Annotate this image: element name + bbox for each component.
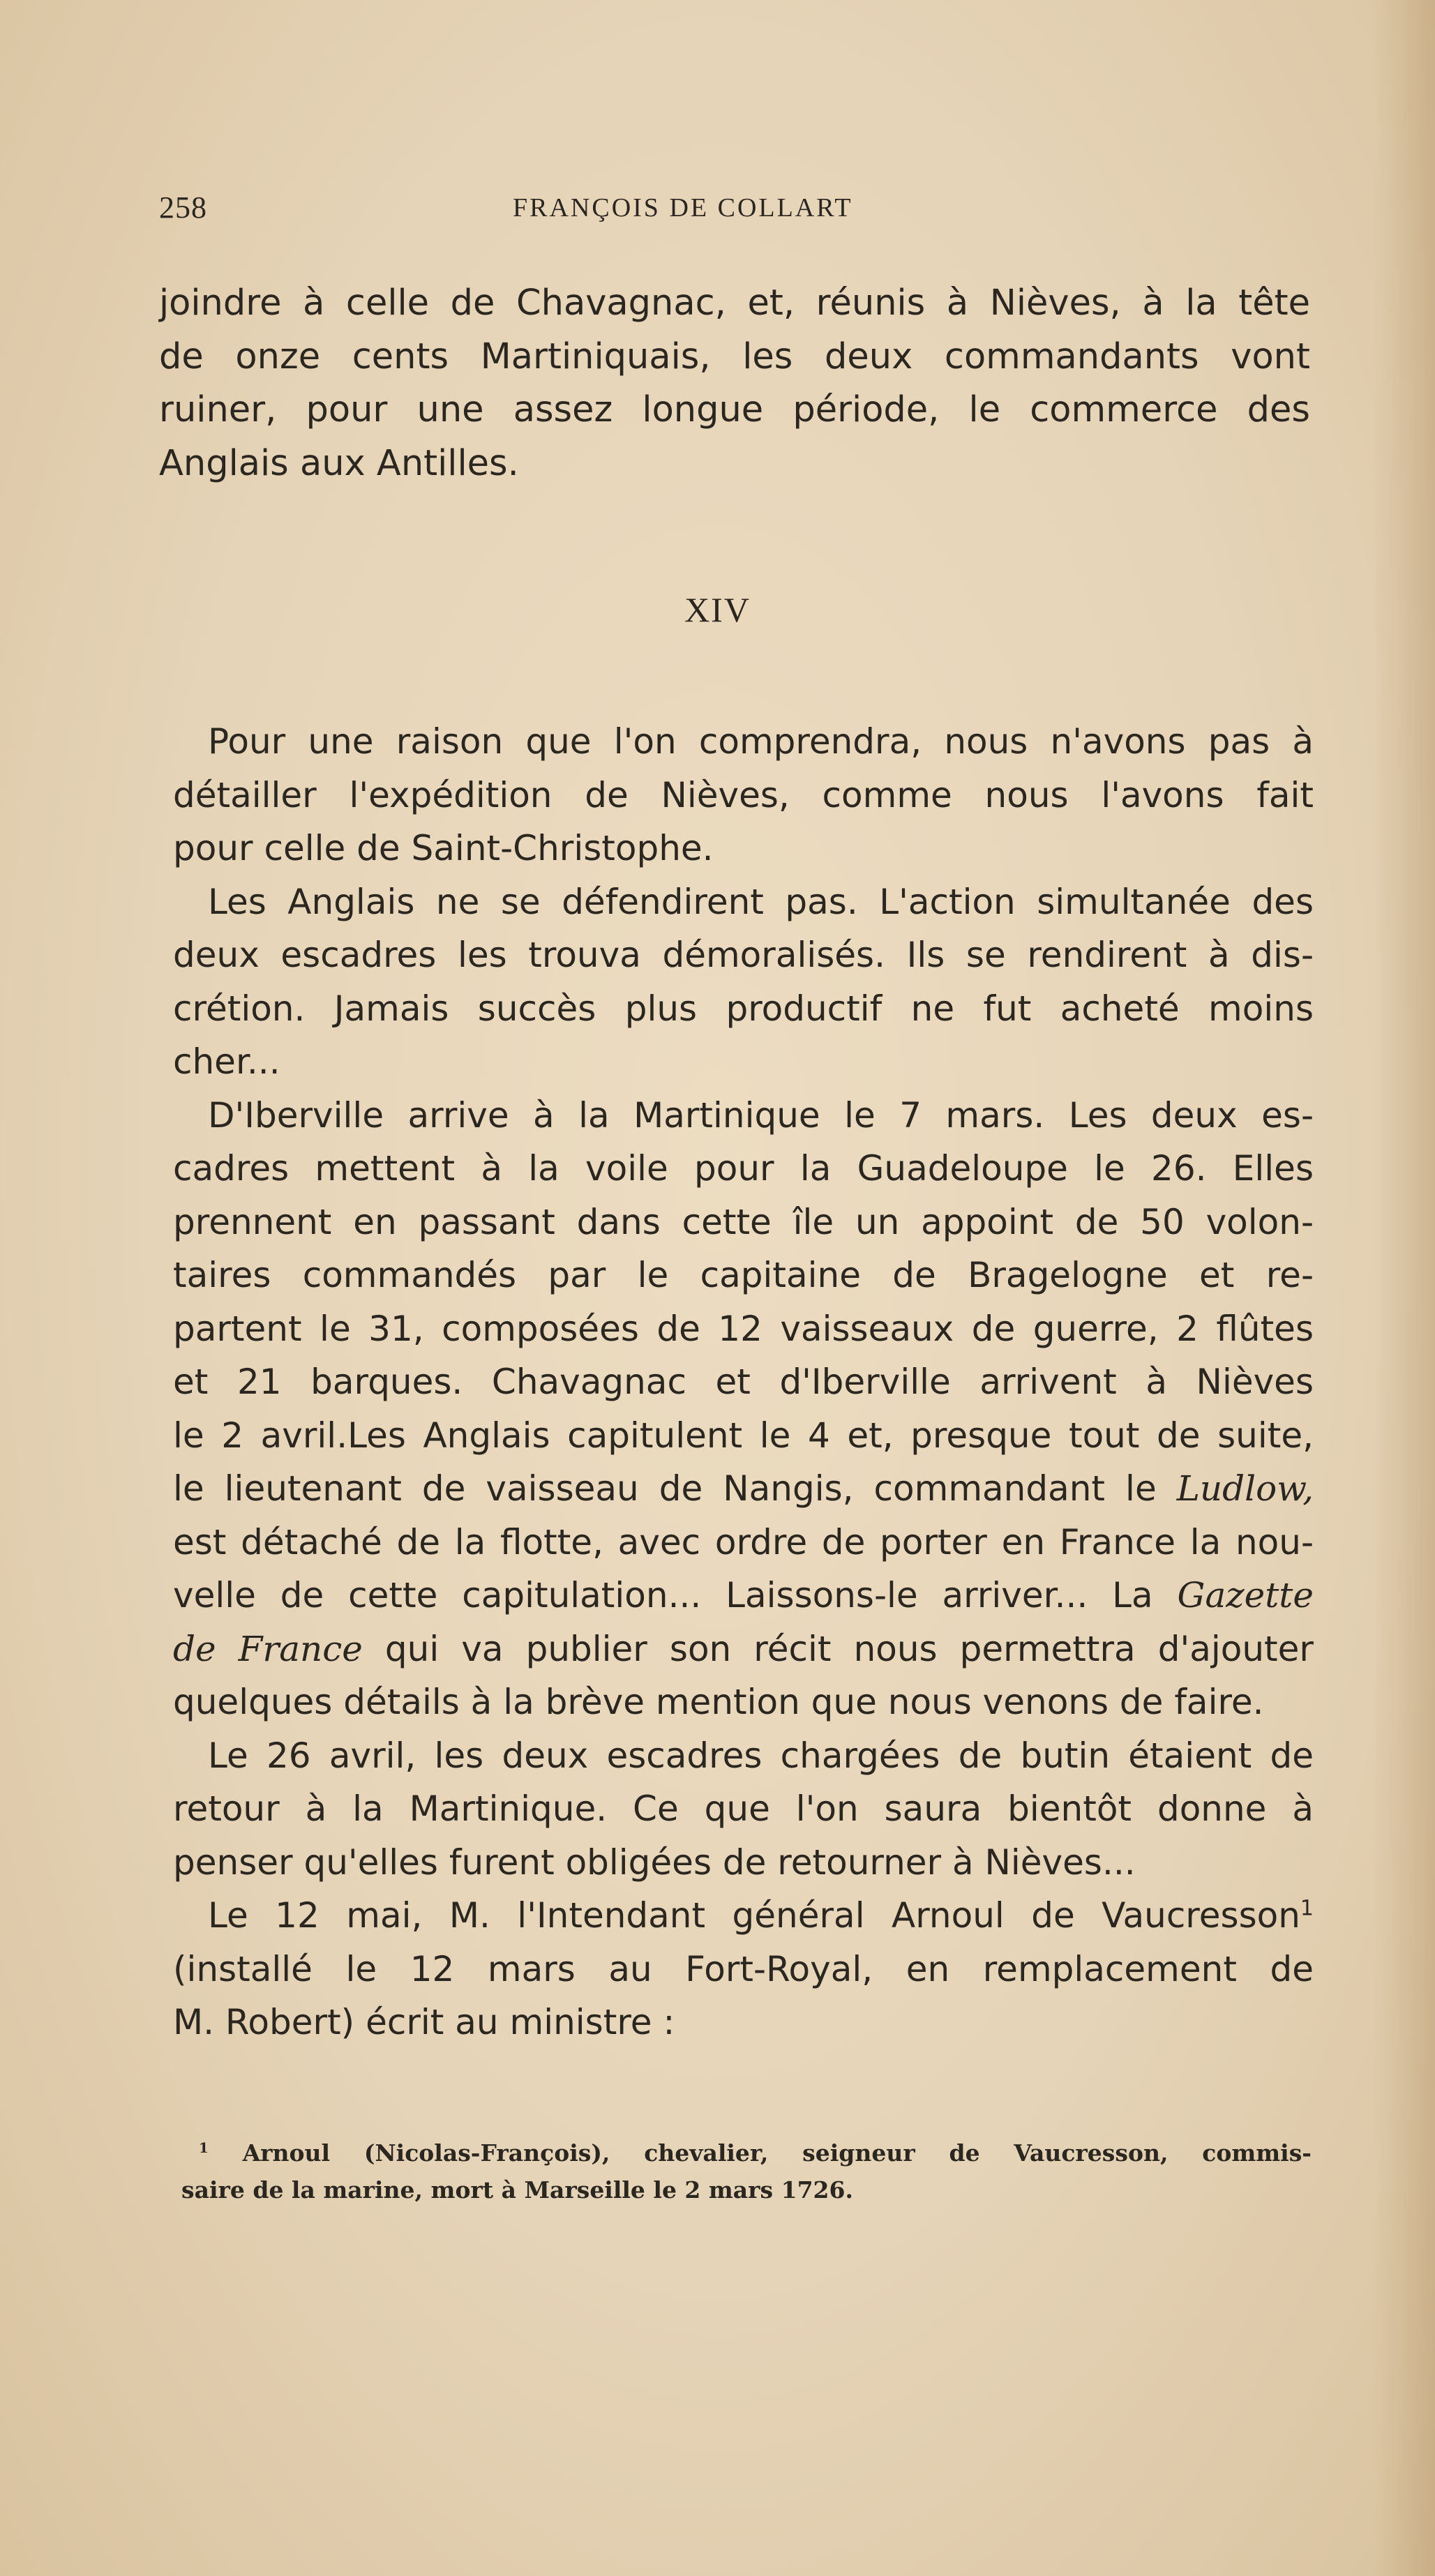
text-line-with-italic	[173, 1622, 1314, 1676]
text-line: ruiner, pour une assez longue période, le commerce des	[159, 389, 1310, 430]
footnote	[181, 2134, 1312, 2208]
text-line: D'Iberville arrive à la Martinique le 7 mars. Les deux es-	[208, 1094, 1314, 1136]
text-line: et 21 barques. Chavagnac et d'Iberville arrivent à Nièves	[173, 1362, 1314, 1402]
text-line: M. Robert) écrit au ministre :	[173, 2002, 675, 2042]
text-line-with-italic	[173, 1462, 1314, 1516]
footnote-text: Arnoul (Nicolas-François), chevalier, seigneur de Vaucresson, commis-	[242, 2139, 1312, 2167]
footnote-line: saire de la marine, mort à Marseille le 2 mars 1726.	[181, 2176, 853, 2204]
text-fragment: velle de cette capitulation... Laissons-le arriver... La	[173, 1575, 1153, 1615]
text-line: prennent en passant dans cette île un appoint de 50 volon-	[173, 1201, 1314, 1242]
text-line: de onze cents Martiniquais, les deux commandants vont	[159, 336, 1310, 377]
text-line: pour celle de Saint-Christophe.	[173, 828, 714, 868]
text-line: cadres mettent à la voile pour la Guadeloupe le 26. Elles	[173, 1148, 1314, 1189]
text-line: Pour une raison que l'on comprendra, nous n'avons pas à	[208, 721, 1314, 762]
footnote-line	[199, 2134, 1312, 2171]
gazette-title-italic: de France	[173, 1628, 363, 1669]
text-line: penser qu'elles furent obligées de retourner à Nièves...	[173, 1841, 1136, 1883]
text-line: le 2 avril.Les Anglais capitulent le 4 et, presque tout de suite,	[173, 1415, 1314, 1456]
gazette-title-italic: Gazette	[1177, 1575, 1314, 1615]
text-line: Les Anglais ne se défendirent pas. L'action simultanée des	[208, 881, 1314, 922]
text-line-with-note	[173, 1889, 1314, 1943]
running-title: FRANÇOIS DE COLLART	[513, 193, 853, 223]
text-fragment: Le 12 mai, M. l'Intendant général Arnoul de Vaucresson	[208, 1895, 1300, 1936]
text-line: est détaché de la flotte, avec ordre de porter en France la nou-	[173, 1521, 1314, 1562]
text-line: quelques détails à la brève mention que nous venons de faire.	[173, 1682, 1264, 1722]
text-line: deux escadres les trouva démoralisés. Ils se rendirent à dis-	[173, 935, 1314, 975]
ship-name-italic: Ludlow,	[1176, 1468, 1314, 1509]
text-fragment: le lieutenant de vaisseau de Nangis, commandant le	[173, 1468, 1157, 1509]
text-line: crétion. Jamais succès plus productif ne fut acheté moins	[173, 988, 1314, 1029]
text-line: Anglais aux Antilles.	[159, 442, 519, 484]
text-line: partent le 31, composées de 12 vaisseaux de guerre, 2 flûtes	[173, 1308, 1314, 1349]
page-header	[0, 190, 1435, 232]
footnote-reference: 1	[1300, 1896, 1314, 1921]
text-fragment: qui va publier son récit nous permettra d'ajouter	[384, 1628, 1314, 1669]
text-line: détailler l'expédition de Nièves, comme nous l'avons fait	[173, 774, 1314, 815]
footnote-marker: 1	[199, 2139, 209, 2156]
text-line: retour à la Martinique. Ce que l'on saura bientôt donne à	[173, 1788, 1314, 1829]
section-heading: XIV	[684, 590, 751, 629]
page-edge-shadow	[1372, 0, 1435, 2576]
page-number: 258	[159, 190, 207, 225]
text-line: taires commandés par le capitaine de Bragelogne et re-	[173, 1255, 1314, 1295]
text-line-with-italic	[173, 1569, 1314, 1622]
text-line: (installé le 12 mars au Fort-Royal, en remplacement de	[173, 1948, 1314, 1989]
text-line: Le 26 avril, les deux escadres chargées de butin étaient de	[208, 1735, 1314, 1776]
section-body	[173, 715, 1314, 2049]
intro-paragraph	[159, 277, 1310, 490]
text-line: cher...	[173, 1041, 280, 1082]
text-line: joindre à celle de Chavagnac, et, réunis à Nièves, à la tête	[159, 283, 1310, 324]
